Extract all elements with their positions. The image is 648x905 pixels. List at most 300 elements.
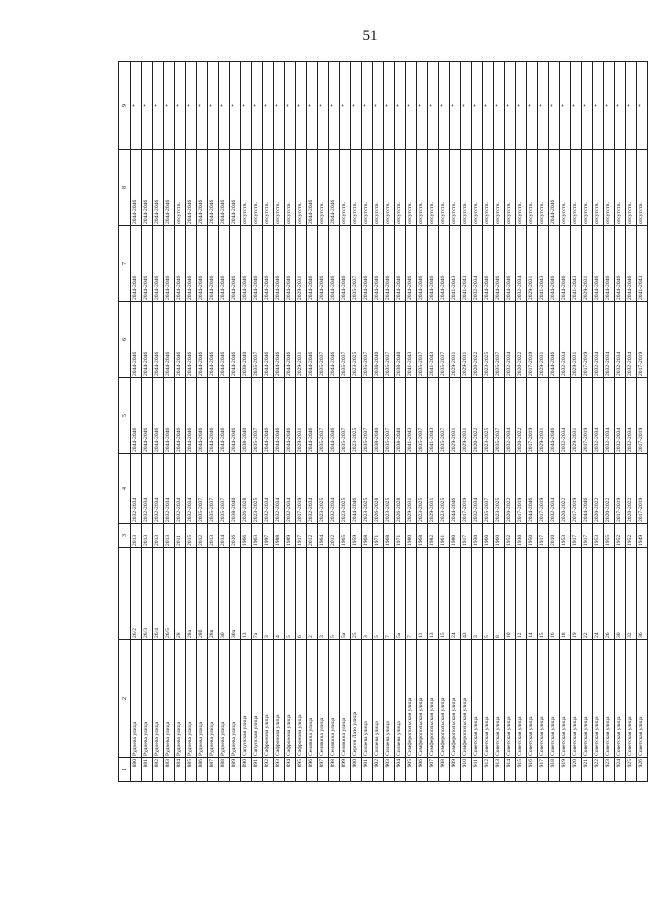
street-name: Советская улица — [505, 640, 516, 758]
row-number: 926 — [637, 758, 648, 782]
period-col-5: 2020-2022 — [472, 378, 483, 454]
street-name: Советская улица — [637, 640, 648, 758]
period-col-5: 2044-2046 — [230, 378, 241, 454]
house-number: 26/2 — [131, 548, 142, 640]
street-name: Сенявина улица — [318, 640, 329, 758]
mark-col-9: * — [604, 62, 615, 150]
period-col-8: отсутств. — [395, 150, 406, 226]
period-col-5: 2029-2031 — [450, 378, 461, 454]
house-number: 3 — [362, 548, 373, 640]
housing-repair-schedule-table — [118, 61, 648, 782]
build-year: 1917 — [461, 524, 472, 548]
period-col-4: 2038-2040 — [230, 454, 241, 524]
period-col-6: 2032-2034 — [560, 302, 571, 378]
period-col-5: 2044-2046 — [153, 378, 164, 454]
street-name: Советская улица — [560, 640, 571, 758]
period-col-5: 2029-2031 — [538, 378, 549, 454]
period-col-7: 2044-2046 — [175, 226, 186, 302]
build-year: 2013 — [142, 524, 153, 548]
table-row — [285, 62, 296, 782]
row-number: 889 — [230, 758, 241, 782]
table-row — [208, 62, 219, 782]
period-col-7: 2044-2046 — [626, 226, 637, 302]
period-col-6: 2023-2025 — [351, 302, 362, 378]
house-number: 26 — [604, 548, 615, 640]
period-col-6: 2044-2046 — [164, 302, 175, 378]
street-name: Советская улица — [527, 640, 538, 758]
house-number: 2 — [307, 548, 318, 640]
period-col-8: 2044-2046 — [197, 150, 208, 226]
period-col-4: 2032-2034 — [175, 454, 186, 524]
table-row — [439, 62, 450, 782]
period-col-5: 2044-2046 — [164, 378, 175, 454]
mark-col-9: * — [549, 62, 560, 150]
table-row — [219, 62, 230, 782]
table-row — [637, 62, 648, 782]
mark-col-9: * — [175, 62, 186, 150]
build-year: 1964 — [318, 524, 329, 548]
period-col-7: 2044-2046 — [483, 226, 494, 302]
table-row — [131, 62, 142, 782]
table-row — [351, 62, 362, 782]
mark-col-9: * — [637, 62, 648, 150]
period-col-4: 2017-2019 — [571, 454, 582, 524]
period-col-7: 2044-2046 — [307, 226, 318, 302]
street-name: Руднева улица — [186, 640, 197, 758]
period-col-6: 2032-2034 — [593, 302, 604, 378]
mark-col-9: * — [582, 62, 593, 150]
mark-col-9: * — [307, 62, 318, 150]
street-name: Руднева улица — [208, 640, 219, 758]
house-number: 3 — [318, 548, 329, 640]
mark-col-9: * — [439, 62, 450, 150]
period-col-6: 2044-2046 — [208, 302, 219, 378]
period-col-4: 2026-2028 — [373, 454, 384, 524]
street-name: Сафронова улица — [296, 640, 307, 758]
period-col-8: отсутств. — [362, 150, 373, 226]
period-col-8: отсутств. — [494, 150, 505, 226]
row-number: 904 — [395, 758, 406, 782]
period-col-5: 2032-2034 — [615, 378, 626, 454]
period-col-7: 2041-2043 — [538, 226, 549, 302]
period-col-5: 2041-2043 — [406, 378, 417, 454]
period-col-5: 2032-2034 — [604, 378, 615, 454]
period-col-6: 2044-2046 — [142, 302, 153, 378]
period-col-4: 2023-2025 — [340, 454, 351, 524]
period-col-6: 2032-2034 — [626, 302, 637, 378]
period-col-4: 2032-2034 — [186, 454, 197, 524]
build-year: 1949 — [637, 524, 648, 548]
period-col-4: 2044-2046 — [450, 454, 461, 524]
period-col-7: 2044-2046 — [560, 226, 571, 302]
house-number: 28в — [208, 548, 219, 640]
period-col-6: 2032-2034 — [505, 302, 516, 378]
street-name: Советская улица — [516, 640, 527, 758]
period-col-8: отсутств. — [384, 150, 395, 226]
period-col-4: 2026-2028 — [241, 454, 252, 524]
row-number: 916 — [527, 758, 538, 782]
period-col-6: 2035-2037 — [417, 302, 428, 378]
rotated-table-area — [118, 62, 645, 782]
table-row — [494, 62, 505, 782]
table-row — [461, 62, 472, 782]
period-col-5: 2017-2019 — [637, 378, 648, 454]
row-number: 900 — [351, 758, 362, 782]
row-number: 919 — [560, 758, 571, 782]
period-col-8: отсутств. — [417, 150, 428, 226]
period-col-8: отсутств. — [516, 150, 527, 226]
build-year: 1982 — [428, 524, 439, 548]
period-col-8: отсутств. — [626, 150, 637, 226]
mark-col-9: * — [263, 62, 274, 150]
build-year: 1980 — [450, 524, 461, 548]
period-col-6: 2035-2037 — [494, 302, 505, 378]
period-col-8: отсутств. — [263, 150, 274, 226]
street-name: Советская улица — [472, 640, 483, 758]
period-col-6: 2044-2046 — [285, 302, 296, 378]
period-col-7: 2044-2046 — [340, 226, 351, 302]
period-col-4: 2032-2034 — [329, 454, 340, 524]
period-col-4: 2020-2022 — [626, 454, 637, 524]
street-name: Сергея Лазо улица — [351, 640, 362, 758]
table-header-row — [119, 62, 131, 782]
period-col-5: 2023-2025 — [351, 378, 362, 454]
page-number: 51 — [362, 28, 378, 44]
period-col-4: 2023-2025 — [318, 454, 329, 524]
period-col-8: 2044-2046 — [153, 150, 164, 226]
build-year: 1960 — [494, 524, 505, 548]
period-col-7: 2044-2046 — [428, 226, 439, 302]
period-col-8: отсутств. — [560, 150, 571, 226]
table-row — [296, 62, 307, 782]
row-number: 893 — [274, 758, 285, 782]
period-col-8: отсутств. — [428, 150, 439, 226]
row-number: 917 — [538, 758, 549, 782]
street-name: Руднева улица — [131, 640, 142, 758]
period-col-5: 2020-2022 — [516, 378, 527, 454]
street-name: Сапунская улица — [252, 640, 263, 758]
row-number: 884 — [175, 758, 186, 782]
house-number: 5 — [329, 548, 340, 640]
period-col-4: 2032-2034 — [472, 454, 483, 524]
table-row — [307, 62, 318, 782]
row-number: 905 — [406, 758, 417, 782]
period-col-5: 2032-2034 — [593, 378, 604, 454]
table-row — [329, 62, 340, 782]
period-col-5: 2044-2046 — [329, 378, 340, 454]
mark-col-9: * — [527, 62, 538, 150]
house-number: 5 — [483, 548, 494, 640]
table-row — [186, 62, 197, 782]
street-name: Сафронова улица — [285, 640, 296, 758]
period-col-4: 2029-2031 — [406, 454, 417, 524]
build-year: 1980 — [406, 524, 417, 548]
build-year: 2013 — [164, 524, 175, 548]
mark-col-9: * — [351, 62, 362, 150]
build-year: 1971 — [395, 524, 406, 548]
period-col-7: 2032-2034 — [516, 226, 527, 302]
street-name: Сенявина улица — [329, 640, 340, 758]
period-col-6: 2017-2019 — [582, 302, 593, 378]
period-col-4: 2017-2019 — [296, 454, 307, 524]
period-col-7: 2044-2046 — [615, 226, 626, 302]
period-col-7: 2044-2046 — [494, 226, 505, 302]
period-col-8: отсутств. — [593, 150, 604, 226]
period-col-7: 2035-2037 — [351, 226, 362, 302]
period-col-5: 2035-2037 — [252, 378, 263, 454]
house-number: 5 — [285, 548, 296, 640]
build-year: 1966 — [241, 524, 252, 548]
period-col-5: 2029-2031 — [571, 378, 582, 454]
build-year: 1989 — [285, 524, 296, 548]
period-col-4: 2020-2022 — [593, 454, 604, 524]
build-year: 2013 — [208, 524, 219, 548]
mark-col-9: * — [230, 62, 241, 150]
period-col-8: отсутств. — [296, 150, 307, 226]
period-col-6: 2044-2046 — [175, 302, 186, 378]
row-number: 895 — [296, 758, 307, 782]
period-col-5: 2023-2025 — [483, 378, 494, 454]
period-col-4: 2044-2046 — [527, 454, 538, 524]
period-col-4: 2035-2037 — [219, 454, 230, 524]
header-cell: 7 — [119, 226, 131, 302]
house-number: 24 — [450, 548, 461, 640]
table-row — [604, 62, 615, 782]
street-name: Советская улица — [582, 640, 593, 758]
row-number: 915 — [516, 758, 527, 782]
table-row — [593, 62, 604, 782]
period-col-6: 2035-2037 — [384, 302, 395, 378]
house-number: 24 — [593, 548, 604, 640]
row-number: 882 — [153, 758, 164, 782]
row-number: 906 — [417, 758, 428, 782]
table-row — [538, 62, 549, 782]
mark-col-9: * — [472, 62, 483, 150]
period-col-7: 2044-2046 — [197, 226, 208, 302]
row-number: 897 — [318, 758, 329, 782]
period-col-5: 2044-2046 — [142, 378, 153, 454]
build-year: 2012 — [307, 524, 318, 548]
period-col-5: 2044-2046 — [307, 378, 318, 454]
period-col-7: 2044-2046 — [384, 226, 395, 302]
house-number: 28а — [186, 548, 197, 640]
street-name: Советская улица — [538, 640, 549, 758]
period-col-8: отсутств. — [175, 150, 186, 226]
period-col-6: 2044-2046 — [153, 302, 164, 378]
street-name: Советская улица — [626, 640, 637, 758]
table-row — [197, 62, 208, 782]
header-cell: 8 — [119, 150, 131, 226]
period-col-4: 2032-2034 — [164, 454, 175, 524]
build-year: 1952 — [505, 524, 516, 548]
build-year: 1917 — [538, 524, 549, 548]
street-name: Руднева улица — [175, 640, 186, 758]
period-col-4: 2017-2019 — [637, 454, 648, 524]
period-col-5: 2044-2046 — [274, 378, 285, 454]
build-year: 1968 — [417, 524, 428, 548]
period-col-8: отсутств. — [439, 150, 450, 226]
header-cell — [119, 548, 131, 640]
period-col-8: отсутств. — [285, 150, 296, 226]
street-name: Симферопольская улица — [439, 640, 450, 758]
table-row — [516, 62, 527, 782]
period-col-6: 2044-2046 — [274, 302, 285, 378]
row-number: 896 — [307, 758, 318, 782]
build-year: 2011 — [175, 524, 186, 548]
period-col-7: 2041-2043 — [450, 226, 461, 302]
period-col-5: 2044-2046 — [175, 378, 186, 454]
mark-col-9: * — [362, 62, 373, 150]
header-cell: 4 — [119, 454, 131, 524]
row-number: 922 — [593, 758, 604, 782]
house-number: 36 — [637, 548, 648, 640]
period-col-8: 2044-2046 — [307, 150, 318, 226]
period-col-8: 2044-2046 — [164, 150, 175, 226]
period-col-6: 2044-2046 — [329, 302, 340, 378]
row-number: 901 — [362, 758, 373, 782]
build-year: 2014 — [219, 524, 230, 548]
row-number: 910 — [461, 758, 472, 782]
period-col-4: 2020-2022 — [604, 454, 615, 524]
period-col-4: 2035-2037 — [483, 454, 494, 524]
period-col-7: 2044-2046 — [230, 226, 241, 302]
period-col-8: отсутств. — [461, 150, 472, 226]
period-col-6: 2029-2031 — [450, 302, 461, 378]
house-number: 3 — [263, 548, 274, 640]
period-col-6: 2020-2022 — [516, 302, 527, 378]
build-year: 1930 — [516, 524, 527, 548]
house-number: 25 — [351, 548, 362, 640]
period-col-8: отсутств. — [252, 150, 263, 226]
mark-col-9: * — [406, 62, 417, 150]
mark-col-9: * — [153, 62, 164, 150]
house-number: 30а — [230, 548, 241, 640]
build-year: 1965 — [340, 524, 351, 548]
period-col-5: 2032-2034 — [560, 378, 571, 454]
period-col-8: отсутств. — [318, 150, 329, 226]
build-year: 1953 — [593, 524, 604, 548]
street-name: Симферопольская улица — [406, 640, 417, 758]
period-col-8: отсутств. — [274, 150, 285, 226]
build-year: 1959 — [351, 524, 362, 548]
period-col-5: 2044-2046 — [219, 378, 230, 454]
table-row — [582, 62, 593, 782]
house-number: 15 — [439, 548, 450, 640]
period-col-6: 2020-2022 — [472, 302, 483, 378]
period-col-6: 2041-2043 — [428, 302, 439, 378]
period-col-6: 2044-2046 — [219, 302, 230, 378]
build-year: 2010 — [549, 524, 560, 548]
street-name: Руднева улица — [197, 640, 208, 758]
period-col-4: 2023-2025 — [384, 454, 395, 524]
house-number: 14 — [527, 548, 538, 640]
header-cell: 9 — [119, 62, 131, 150]
period-col-4: 2023-2025 — [417, 454, 428, 524]
mark-col-9: * — [560, 62, 571, 150]
street-name: Руднева улица — [219, 640, 230, 758]
mark-col-9: * — [186, 62, 197, 150]
house-number: 26/5 — [164, 548, 175, 640]
row-number: 909 — [450, 758, 461, 782]
house-number: 16 — [549, 548, 560, 640]
house-number: 22 — [582, 548, 593, 640]
mark-col-9: * — [208, 62, 219, 150]
table-row — [274, 62, 285, 782]
period-col-4: 2032-2034 — [131, 454, 142, 524]
build-year: 1955 — [604, 524, 615, 548]
period-col-5: 2035-2037 — [362, 378, 373, 454]
row-number: 914 — [505, 758, 516, 782]
period-col-8: отсутств. — [340, 150, 351, 226]
period-col-5: 2035-2037 — [340, 378, 351, 454]
period-col-7: 2044-2046 — [142, 226, 153, 302]
period-col-7: 2029-2031 — [527, 226, 538, 302]
house-number: 43 — [461, 548, 472, 640]
row-number: 890 — [241, 758, 252, 782]
period-col-6: 2044-2046 — [263, 302, 274, 378]
build-year: 1953 — [560, 524, 571, 548]
house-number: 26/4 — [153, 548, 164, 640]
period-col-4: 2017-2019 — [538, 454, 549, 524]
house-number: 32 — [626, 548, 637, 640]
row-number: 885 — [186, 758, 197, 782]
period-col-7: 2029-2031 — [296, 226, 307, 302]
house-number: 30 — [615, 548, 626, 640]
period-col-5: 2038-2040 — [373, 378, 384, 454]
period-col-5: 2044-2046 — [208, 378, 219, 454]
period-col-6: 2038-2040 — [241, 302, 252, 378]
period-col-4: 2032-2034 — [549, 454, 560, 524]
table-row — [384, 62, 395, 782]
mark-col-9: * — [494, 62, 505, 150]
house-number: 5а — [395, 548, 406, 640]
period-col-6: 2029-2031 — [538, 302, 549, 378]
house-number: 5а — [340, 548, 351, 640]
period-col-7: 2044-2046 — [373, 226, 384, 302]
mark-col-9: * — [505, 62, 516, 150]
house-number: 13 — [428, 548, 439, 640]
row-number: 902 — [373, 758, 384, 782]
street-name: Силаева улица — [384, 640, 395, 758]
period-col-7: 2044-2046 — [549, 226, 560, 302]
row-number: 921 — [582, 758, 593, 782]
row-number: 903 — [384, 758, 395, 782]
period-col-7: 2044-2046 — [164, 226, 175, 302]
period-col-8: отсутств. — [406, 150, 417, 226]
period-col-7: 2041-2043 — [571, 226, 582, 302]
period-col-4: 2023-2025 — [494, 454, 505, 524]
build-year: 2013 — [131, 524, 142, 548]
period-col-5: 2029-2031 — [296, 378, 307, 454]
table-row — [571, 62, 582, 782]
build-year: 1968 — [384, 524, 395, 548]
row-number: 918 — [549, 758, 560, 782]
street-name: Руднева улица — [142, 640, 153, 758]
row-number: 881 — [142, 758, 153, 782]
mark-col-9: * — [483, 62, 494, 150]
period-col-7: 2041-2043 — [637, 226, 648, 302]
row-number: 911 — [472, 758, 483, 782]
build-year: 1917 — [296, 524, 307, 548]
period-col-6: 2035-2037 — [340, 302, 351, 378]
table-row — [549, 62, 560, 782]
table-row — [626, 62, 637, 782]
period-col-4: 2020-2022 — [505, 454, 516, 524]
mark-col-9: * — [615, 62, 626, 150]
period-col-4: 2023-2025 — [362, 454, 373, 524]
street-name: Силаева улица — [362, 640, 373, 758]
table-row — [483, 62, 494, 782]
